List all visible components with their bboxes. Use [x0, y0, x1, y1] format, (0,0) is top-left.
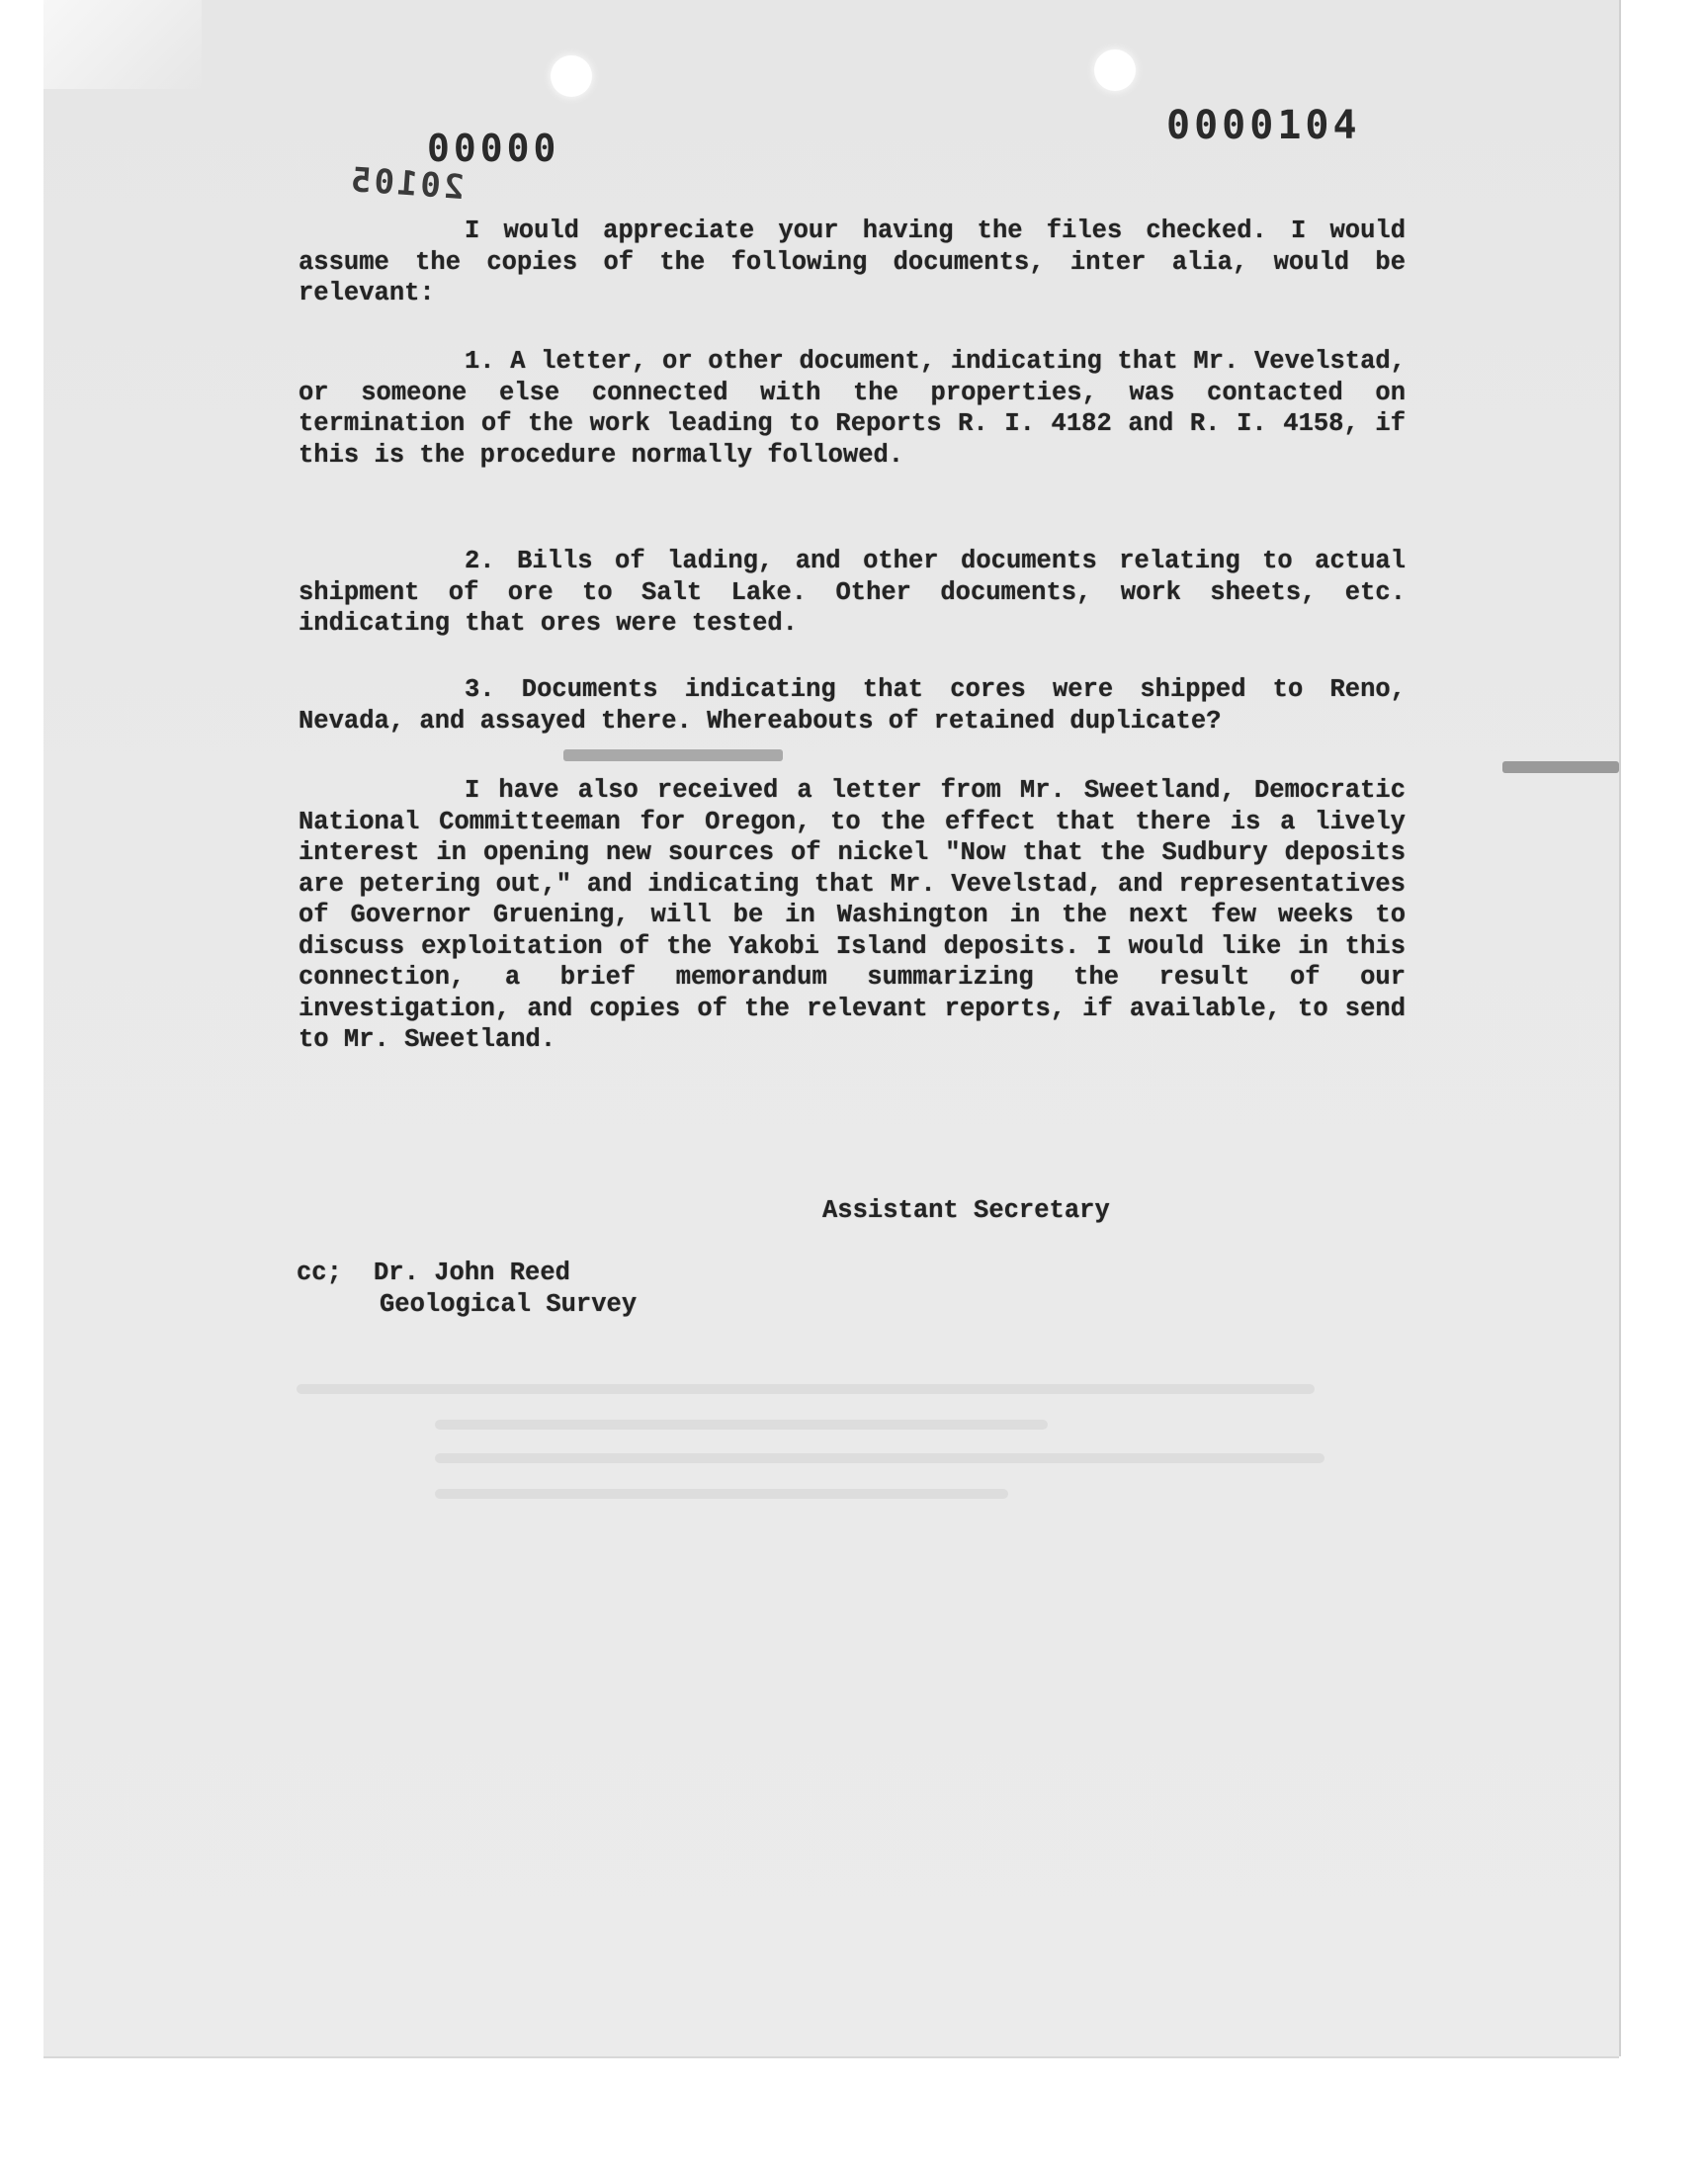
cc-label: cc;: [297, 1259, 342, 1287]
cc-name: Dr. John Reed: [374, 1259, 570, 1287]
bleedthrough-line: [435, 1489, 1008, 1499]
bleedthrough-line: [297, 1384, 1315, 1394]
edge-mark-right: [1502, 761, 1619, 773]
cc-line-name: [297, 1258, 637, 1289]
bleed-mark-center: [563, 749, 783, 761]
page-number: 0000104: [1166, 103, 1361, 148]
paragraph-item-2: 2. Bills of lading, and other documents relating to actual shipment of ore to Salt Lake. Other documents, work sheets, etc. indicating that ores were tested.: [299, 547, 1406, 638]
cc-organization: Geological Survey: [380, 1290, 638, 1319]
mirrored-stamp: 20105: [346, 159, 466, 209]
paragraph-intro: I would appreciate your having the files checked. I would assume the copies of the following documents, inter alia, would be relevant:: [299, 217, 1406, 307]
paragraph-item-3: 3. Documents indicating that cores were shipped to Reno, Nevada, and assayed there. Whereabouts of retained duplicate?: [299, 675, 1406, 736]
punch-hole-left: [551, 55, 592, 97]
paragraph-sweetland: I have also received a letter from Mr. Sweetland, Democratic National Committeeman for Oregon, to the effect that there is a lively interest in opening new sources of nickel "Now that the Sudbury deposits are petering out," and indicating that Mr. Vevelstad, and representatives of Governor Gruening, will be in Washington in the next few weeks to discuss exploitation of the Yakobi Island deposits. I would like in this connection, a brief memorandum summarizing the result of our investigation, and copies of the relevant reports, if available, to send to Mr. Sweetland.: [299, 776, 1406, 1054]
partial-stamp: 00000: [427, 127, 560, 170]
bleedthrough-line: [435, 1420, 1048, 1430]
cc-block: [297, 1258, 637, 1321]
paragraph-item-1: 1. A letter, or other document, indicating that Mr. Vevelstad, or someone else connected with the properties, was contacted on termination of the work leading to Reports R. I. 4182 and R. I. 4158, if this is the procedure normally followed.: [299, 347, 1406, 470]
signature-title: Assistant Secretary: [822, 1196, 1110, 1225]
bleedthrough-line: [435, 1453, 1324, 1463]
punch-hole-right: [1094, 49, 1136, 91]
torn-corner: [43, 0, 202, 89]
